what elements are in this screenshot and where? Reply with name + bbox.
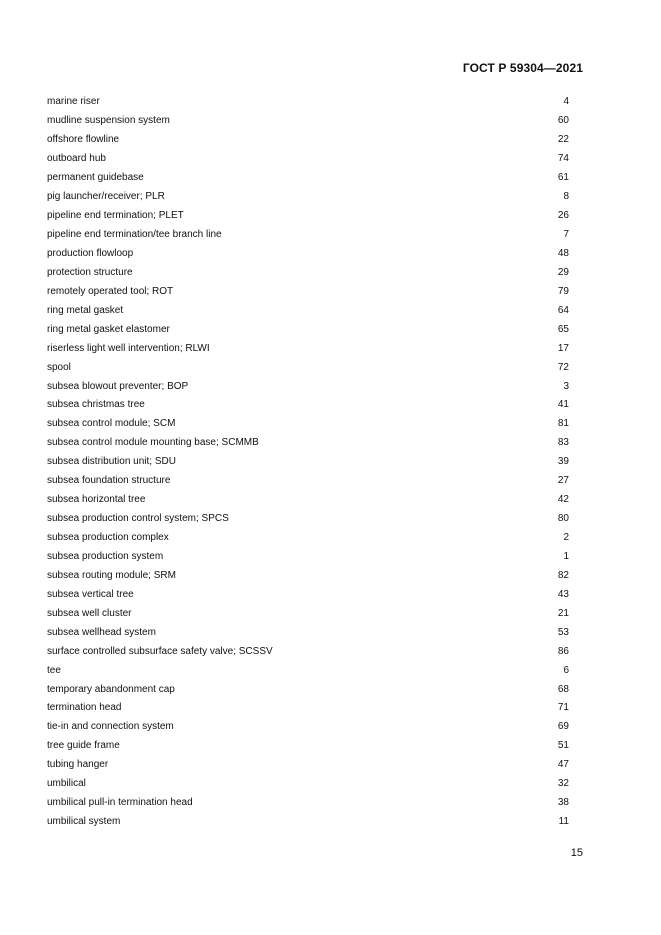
index-term: termination head <box>47 702 122 714</box>
index-term: tee <box>47 664 61 676</box>
index-number: 3 <box>563 380 569 392</box>
index-entry <box>47 585 569 604</box>
index-term: ring metal gasket <box>47 304 124 316</box>
index-entry <box>47 737 569 756</box>
index-term: subsea control module mounting base; SCMMB <box>47 437 259 449</box>
index-number: 42 <box>557 494 569 506</box>
index-entry <box>47 794 569 813</box>
index-number: 72 <box>557 361 569 373</box>
index-entry <box>47 623 569 642</box>
index-number: 68 <box>557 683 569 695</box>
index-entry <box>47 188 569 207</box>
index-entry <box>47 604 569 623</box>
index-term: pig launcher/receiver; PLR <box>47 191 165 203</box>
index-term: subsea horizontal tree <box>47 494 146 506</box>
index-term: pipeline end termination; PLET <box>47 210 184 222</box>
index-entry <box>47 377 569 396</box>
index-entry <box>47 245 569 264</box>
index-number: 61 <box>557 172 569 184</box>
index-term: tree guide frame <box>47 740 120 752</box>
index-number: 32 <box>557 778 569 790</box>
index-number: 74 <box>557 153 569 165</box>
index-number: 82 <box>557 569 569 581</box>
index-term: subsea production complex <box>47 532 169 544</box>
index-number: 86 <box>557 645 569 657</box>
index-entry <box>47 529 569 548</box>
index-number: 47 <box>557 759 569 771</box>
index-entry <box>47 491 569 510</box>
index-entry <box>47 131 569 150</box>
index-entry <box>47 226 569 245</box>
index-term: subsea production control system; SPCS <box>47 513 229 525</box>
index-number: 29 <box>557 266 569 278</box>
index-entry <box>47 680 569 699</box>
index-term: surface controlled subsurface safety valve; SCSSV <box>47 645 273 657</box>
index-term: protection structure <box>47 266 133 278</box>
index-term: umbilical pull-in termination head <box>47 797 193 809</box>
index-term: pipeline end termination/tee branch line <box>47 229 222 241</box>
index-entry <box>47 434 569 453</box>
index-number: 2 <box>563 532 569 544</box>
index-term: tie-in and connection system <box>47 721 174 733</box>
index-term: spool <box>47 361 71 373</box>
index-term: subsea christmas tree <box>47 399 145 411</box>
index-term: riserless light well intervention; RLWI <box>47 342 210 354</box>
index-term: subsea vertical tree <box>47 588 134 600</box>
index-term: tubing hanger <box>47 759 109 771</box>
index-number: 7 <box>563 229 569 241</box>
index-term: subsea foundation structure <box>47 475 171 487</box>
index-number: 53 <box>557 626 569 638</box>
index-entry <box>47 263 569 282</box>
index-number: 1 <box>563 550 569 562</box>
index-number: 6 <box>563 664 569 676</box>
index-entry <box>47 396 569 415</box>
index-term: ring metal gasket elastomer <box>47 323 170 335</box>
index-entry <box>47 661 569 680</box>
index-term: outboard hub <box>47 153 106 165</box>
index-entry <box>47 756 569 775</box>
index-entry <box>47 415 569 434</box>
index-term: temporary abandonment cap <box>47 683 175 695</box>
index-entry <box>47 320 569 339</box>
index-term: remotely operated tool; ROT <box>47 285 174 297</box>
index-number: 39 <box>557 456 569 468</box>
index-term: subsea control module; SCM <box>47 418 176 430</box>
index-number: 43 <box>557 588 569 600</box>
index-entry <box>47 169 569 188</box>
index-term: production flowloop <box>47 247 134 259</box>
index-entry <box>47 150 569 169</box>
index-number: 8 <box>563 191 569 203</box>
index-term: subsea distribution unit; SDU <box>47 456 176 468</box>
index-number: 83 <box>557 437 569 449</box>
index-number: 71 <box>557 702 569 714</box>
index-entry <box>47 339 569 358</box>
index-number: 17 <box>557 342 569 354</box>
index-term: permanent guidebase <box>47 172 144 184</box>
index-number: 60 <box>557 115 569 127</box>
index-number: 21 <box>557 607 569 619</box>
index-number: 22 <box>557 134 569 146</box>
index-number: 80 <box>557 513 569 525</box>
index-entry <box>47 301 569 320</box>
index-entry <box>47 93 569 112</box>
index-term: marine riser <box>47 96 100 108</box>
index-term: mudline suspension system <box>47 115 170 127</box>
index-number: 69 <box>557 721 569 733</box>
index-entry <box>47 510 569 529</box>
index-number: 48 <box>557 247 569 259</box>
index-number: 26 <box>557 210 569 222</box>
index-number: 41 <box>557 399 569 411</box>
index-entry <box>47 207 569 226</box>
index-number: 38 <box>557 797 569 809</box>
index-entry <box>47 358 569 377</box>
index-entry <box>47 813 569 832</box>
index-term: subsea well cluster <box>47 607 132 619</box>
index-number: 79 <box>557 285 569 297</box>
index-list <box>47 93 569 832</box>
index-number: 27 <box>557 475 569 487</box>
index-number: 11 <box>558 816 569 828</box>
index-term: subsea routing module; SRM <box>47 569 176 581</box>
index-entry <box>47 472 569 491</box>
index-term: subsea production system <box>47 550 164 562</box>
index-number: 81 <box>557 418 569 430</box>
index-entry <box>47 775 569 794</box>
document-header: ГОСТ Р 59304—2021 <box>462 61 583 75</box>
page-number: 15 <box>570 847 583 859</box>
index-term: umbilical <box>47 778 86 790</box>
index-entry <box>47 282 569 301</box>
index-entry <box>47 548 569 567</box>
index-entry <box>47 112 569 131</box>
index-term: offshore flowline <box>47 134 120 146</box>
index-term: subsea wellhead system <box>47 626 156 638</box>
index-entry <box>47 453 569 472</box>
index-number: 51 <box>557 740 569 752</box>
index-number: 4 <box>563 96 569 108</box>
index-term: subsea blowout preventer; BOP <box>47 380 189 392</box>
index-entry <box>47 718 569 737</box>
index-entry <box>47 566 569 585</box>
index-number: 65 <box>557 323 569 335</box>
index-term: umbilical system <box>47 816 121 828</box>
index-number: 64 <box>557 304 569 316</box>
index-entry <box>47 699 569 718</box>
index-entry <box>47 642 569 661</box>
